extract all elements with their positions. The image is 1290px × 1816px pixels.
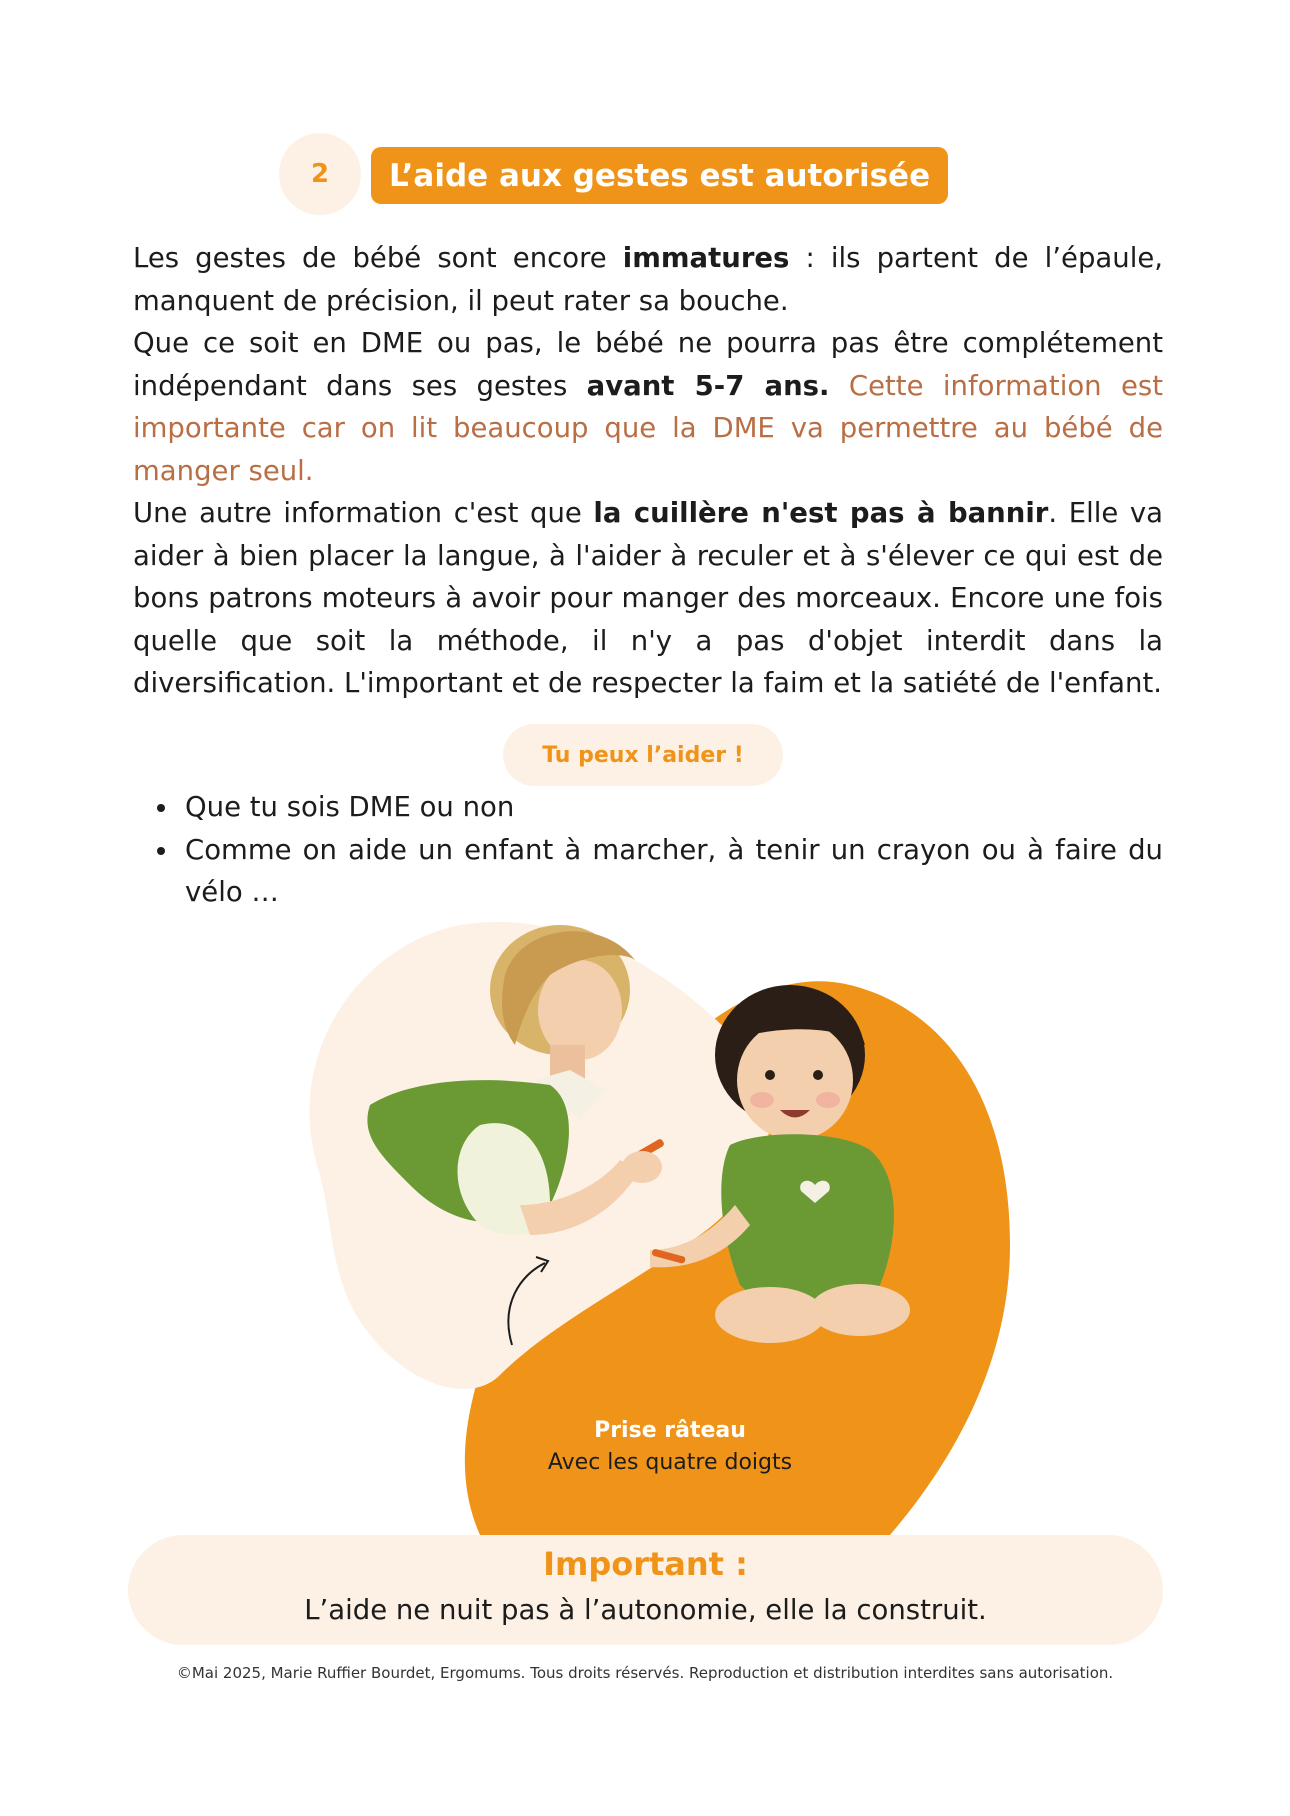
list-item: Comme on aide un enfant à marcher, à tenir un crayon ou à faire du vélo … xyxy=(133,829,1163,914)
paragraph-2 xyxy=(133,322,1163,492)
important-title: Important : xyxy=(543,1545,748,1583)
caption-title: Prise râteau xyxy=(594,1418,746,1443)
p2-text-a: Que ce soit en DME ou pas, le bébé ne pourra pas être complétement indépendant dans ses gestes xyxy=(133,327,1163,402)
section-number: 2 xyxy=(310,159,330,189)
p3-text-b: . Elle va aider à bien placer la langue, à l'aider à reculer et à s'élever ce qui est de bons patrons moteurs à avoir pour manger des morceaux. Encore une fois quelle que soit la méthode, il n'y a pas d'objet interdit dans la diversification. L'important et de respecter la faim et la satiété de l'enfant. xyxy=(133,497,1163,699)
p1-text-a: Les gestes de bébé sont encore xyxy=(133,242,623,274)
section-title-text: L’aide aux gestes est autorisée xyxy=(389,157,931,194)
copyright-footer: ©Mai 2025, Marie Ruffier Bourdet, Ergomums. Tous droits réservés. Reproduction et distribution interdites sans autorisation. xyxy=(176,1664,1114,1682)
paragraph-3 xyxy=(133,492,1163,705)
tip-label: Tu peux l’aider ! xyxy=(542,742,744,768)
green-onesie-shape xyxy=(721,1134,894,1307)
p3-bold: la cuillère n'est pas à bannir xyxy=(593,497,1049,529)
p1-text-b: : ils partent de l’épaule, manquent de précision, il peut rater sa bouche. xyxy=(133,242,1163,317)
section-number-badge xyxy=(279,133,361,215)
important-text: L’aide ne nuit pas à l’autonomie, elle la construit. xyxy=(304,1594,987,1626)
section-title xyxy=(371,147,948,204)
caption-subtitle: Avec les quatre doigts xyxy=(547,1450,793,1475)
paragraph-1 xyxy=(133,237,1163,322)
p3-text-a: Une autre information c'est que xyxy=(133,497,594,529)
p2-bold: avant 5-7 ans. xyxy=(586,369,830,402)
list-item: Que tu sois DME ou non xyxy=(133,786,1163,829)
tip-badge xyxy=(503,724,783,786)
tip-list xyxy=(133,786,1163,914)
p1-bold: immatures xyxy=(622,242,790,274)
p2-accent-text: Cette information est importante car on lit beaucoup que la DME va permettre au bébé de manger seul. xyxy=(133,369,1163,487)
